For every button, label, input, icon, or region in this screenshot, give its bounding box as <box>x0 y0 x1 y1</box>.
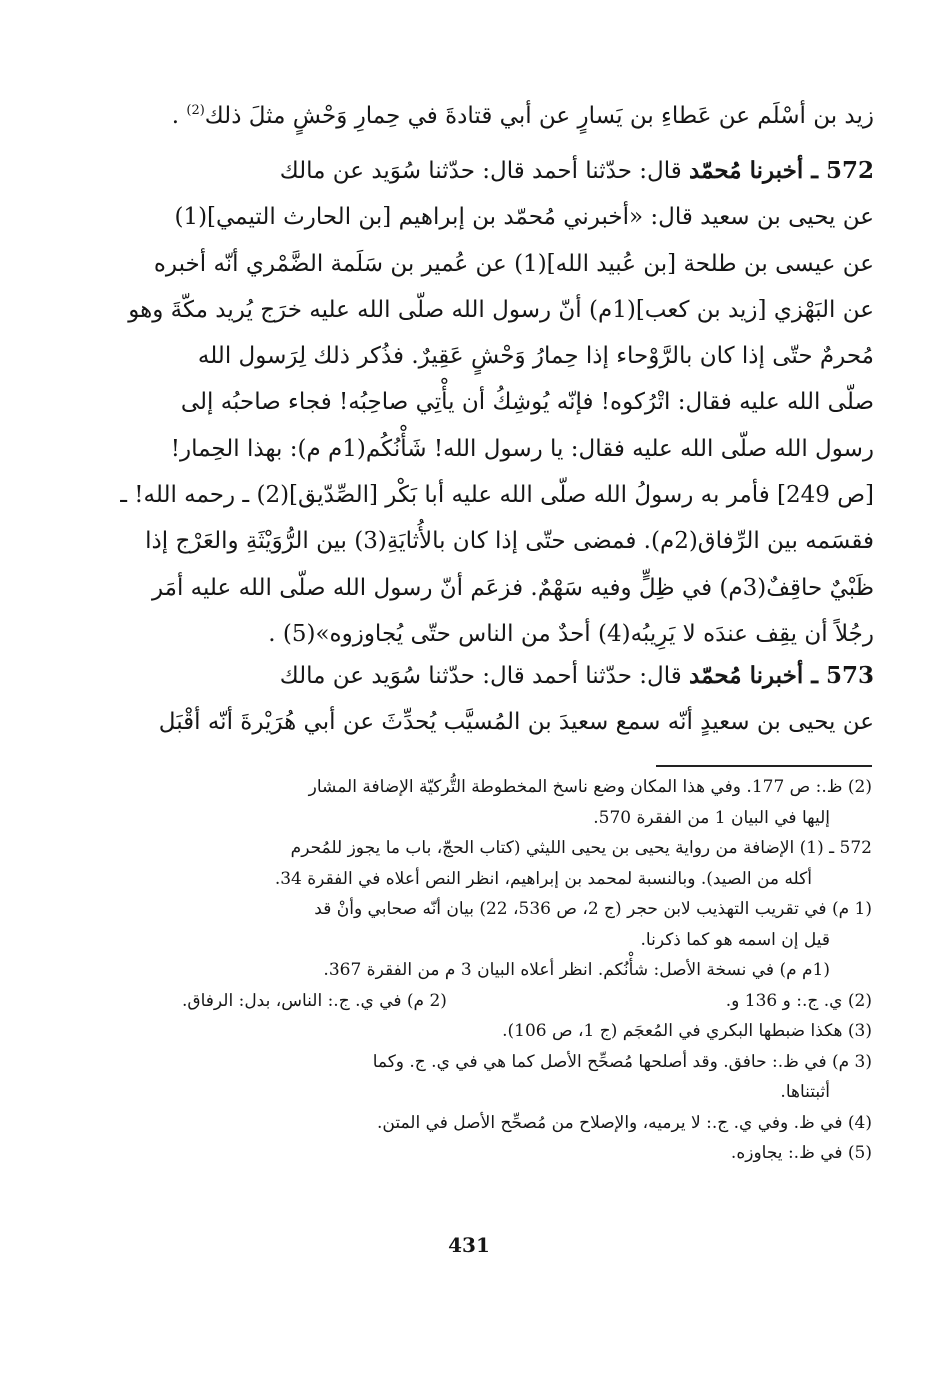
footnote-line: أكله من الصيد). وبالنسبة لمحمد بن إبراهيم، انظر النص أعلاه في الفقرة 34. <box>274 868 812 889</box>
text-line: فقسَمه بين الرِّفاق(2م). فمضى حتّى إذا كان بالأُثايَةِ(3) بين الرُّوَيْثَةِ والعَرْج إذا <box>145 528 874 555</box>
footnote-ref: (2) <box>186 103 205 118</box>
footnotes <box>146 772 872 1169</box>
text-line: رجُلاً أن يقِف عندَه لا يَرِيبُه(4) أحدٌ من الناس حتّى يُجاوزوه»(5) . <box>268 620 874 647</box>
footnote-line: (1م م) في نسخة الأصل: شأْنُكم. انظر أعلاه البيان 3 م من الفقرة 367. <box>323 960 830 980</box>
footnote-item: (2) ي. ج.: و 136 و. <box>725 990 872 1011</box>
text-line: عن عيسى بن طلحة [بن عُبيد الله](1) عن عُمير بن سَلَمة الضَّمْري أنّه أخبره <box>153 250 874 277</box>
line-text: قال: حدّثنا أحمد قال: حدّثنا سُوَيد عن مالك <box>279 158 682 184</box>
paragraph-573 <box>152 653 874 746</box>
footnote-line: إليها في البيان 1 من الفقرة 570. <box>593 807 830 828</box>
text-line <box>152 653 874 699</box>
footnote-item: (2 م) في ي. ج.: الناس، بدل: الرفاق. <box>182 990 447 1011</box>
text-line: عن البَهْزي [زيد بن كعب](1م) أنّ رسول الله صلّى الله عليه خرَج يُريد مكّةَ وهو <box>128 296 874 323</box>
line-text: قال: حدّثنا أحمد قال: حدّثنا سُوَيد عن مالك <box>279 663 682 689</box>
text-line: رسول الله صلّى الله عليه فقال: يا رسول الله! شَأْنُكُم(1م م): بهذا الحِمار! <box>170 435 874 462</box>
footnote-line: (3) هكذا ضبطها البكري في المُعجَم (ج 1، ص 106). <box>502 1021 872 1041</box>
text-line: صلّى الله عليه فقال: اتْرُكوه! فإنّه يُوشِكُ أن يأْتِي صاحِبُه! فجاء صاحبُه إلى <box>180 389 874 416</box>
text-line: ظَبْيٌ حاقِفٌ(3م) في ظِلٍّ وفيه سَهْمٌ. فزعَم أنّ رسول الله صلّى الله عليه أمَر <box>151 574 874 601</box>
continuation-paragraph <box>152 93 874 139</box>
paragraph-572 <box>120 148 874 657</box>
footnote-line: (5) في ظ.: يجاوزه. <box>730 1143 872 1163</box>
paragraph-number: 573 ـ أخبرنا مُحمّد <box>689 662 874 689</box>
footnote-divider <box>656 765 872 767</box>
footnote-line: قيل إن اسمه هو كما ذكرنا. <box>640 929 830 950</box>
text-line: [ص 249] فأمر به رسولُ الله صلّى الله عليه أبا بَكْر [الصِّدّيق](2) ـ رحمه الله! ـ <box>120 482 874 509</box>
footnote-line: (3 م) في ظ.: حافق. وقد أصلحها مُصحِّح الأصل كما هي في ي. ج. وكما <box>372 1051 872 1072</box>
text-line: عن يحيى بن سعيدٍ أنّه سمع سعيدَ بن المُسيَّب يُحدِّثَ عن أبي هُرَيْرةَ أنّه أقْبَل <box>158 709 874 736</box>
text-line: عن يحيى بن سعيد قال: «أخبرني مُحمّد بن إبراهيم [بن الحارث التيمي](1) <box>174 204 874 231</box>
footnote-line: 572 ـ (1) الإضافة من رواية يحيى بن يحيى الليثي (كتاب الحجّ، باب ما يجوز للمُحرم <box>290 838 872 858</box>
footnote-line: (4) في ظ. وفي ي. ج.: لا يرميه، والإصلاح من مُصحِّح الأصل في المتن. <box>377 1112 872 1133</box>
footnote-line: (1 م) في تقريب التهذيب لابن حجر (ج 2، ص 536، 22) بيان أنّه صحابي وأنْ قد <box>314 899 872 919</box>
text-line <box>152 148 874 194</box>
footnote-line <box>182 986 872 1017</box>
footnote-line: أثبتناها. <box>780 1082 830 1102</box>
line-text: زيد بن أسْلَم عن عَطاءِ بن يَسارٍ عن أبي قتادةَ في حِمارِ وَحْشٍ مثلَ ذلك <box>204 103 874 129</box>
footnote-line: (2) ظ.: ص 177. وفي هذا المكان وضع ناسخ المخطوطة التُّركيّة الإضافة المشار <box>308 777 872 797</box>
page-number: 431 <box>448 1233 490 1257</box>
text-line: مُحرمٌ حتّى إذا كان بالرَّوْحاء إذا حِمارُ وَحْشٍ عَقِيرٌ. فذُكر ذلك لِرَسول الله <box>197 343 874 370</box>
paragraph-number: 572 ـ أخبرنا مُحمّد <box>689 157 874 184</box>
text-line: زيد بن أسْلَم عن عَطاءِ بن يَسارٍ عن أبي قتادةَ في حِمارِ وَحْشٍ مثلَ ذلك$^{(2)}$ . <box>171 103 874 129</box>
